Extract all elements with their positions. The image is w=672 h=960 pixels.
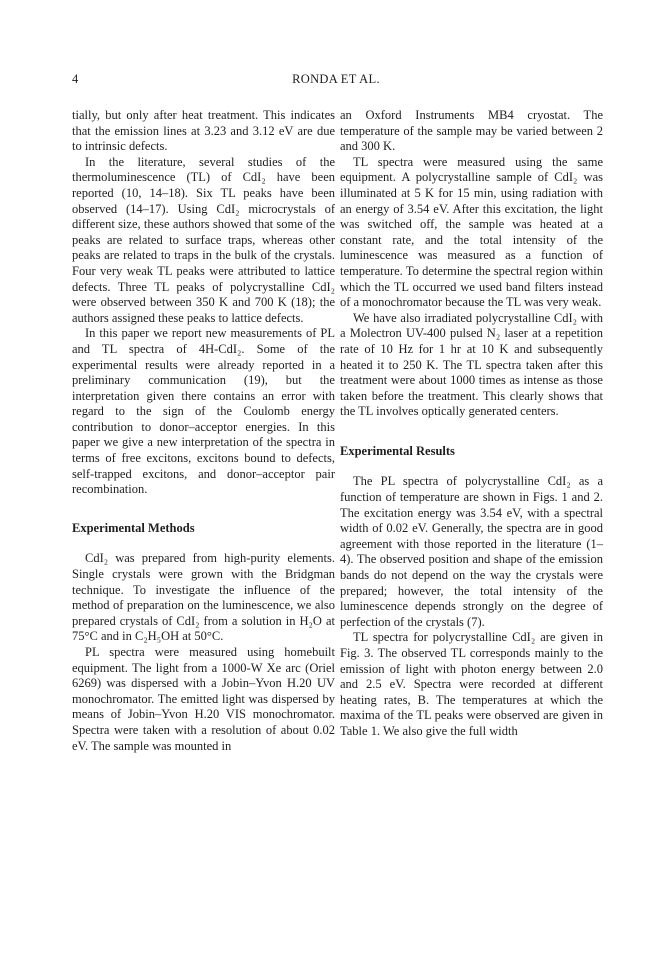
paragraph-continued: tially, but only after heat treatment. This indicates that the emission lines at 3.23 and 3.12 eV are due to intrinsic defects. (72, 108, 335, 154)
right-column (340, 108, 603, 740)
paragraph-literature: In the literature, several studies of the thermoluminescence (TL) of CdI₂ have been reported (10, 14–18). Six TL peaks have been observed (14–17). Using CdI₂ microcrystals of different size, these authors showed that some of the peaks are related to surface traps, whereas other peaks are related to traps in the bulk of the crystals. Four very weak TL peaks were attributed to lattice defects. Three TL peaks of polycrystalline CdI₂ were observed between 350 K and 700 K (18); the authors assigned these peaks to lattice defects. (72, 154, 335, 325)
running-title: RONDA ET AL. (292, 72, 380, 86)
paragraph-tl-measured: TL spectra were measured using the same equipment. A polycrystalline sample of CdI₂ was illuminated at 5 K for 15 min, using radiation with an energy of 3.54 eV. After this excitation, the light was switched off, the sample was heated at a constant rate, and the total intensity of the luminescence was measured as a function of temperature. To determine the spectral region within which the TL occurred we used band filters instead of a monochromator because the TL was very weak. (340, 154, 603, 310)
section-heading-results: Experimental Results (340, 443, 455, 458)
page-number: 4 (72, 72, 79, 86)
paragraph-pl-results: The PL spectra of polycrystalline CdI₂ as a function of temperature are shown in Figs. 1 and 2. The excitation energy was 3.54 eV, with a spectral width of 0.02 eV. Generally, the spectra are in good agreement with those reported in the literature (1–4). The observed position and shape of the emission bands do not depend on the way the crystals were prepared; however, the total intensity of the luminescence depends strongly on the degree of perfection of the crystals (7). (340, 474, 603, 629)
paragraph-cdi2-preparation: CdI₂ was prepared from high-purity elements. Single crystals were grown with the Bridgman technique. To investigate the influence of the method of preparation on the luminescence, we also prepared crystals of CdI₂ from a solution in H₂O at 75°C and in C₂H₅OH at 50°C. (72, 551, 335, 644)
section-heading-methods: Experimental Methods (72, 520, 195, 535)
paragraph-tl-results: TL spectra for polycrystalline CdI₂ are given in Fig. 3. The observed TL corresponds mainly to the emission of light with photon energy between 2.0 and 2.5 eV. Spectra were recorded at different heating rates, B. The temperatures at which the maxima of the TL peaks were observed are given in Table 1. We also give the full width (340, 630, 603, 738)
paragraph-this-paper: In this paper we report new measurements of PL and TL spectra of 4H-CdI₂. Some of the experimental results were already reported in a preliminary communication (19), but the interpretation given there contains an error with regard to the sign of the Coulomb energy contribution to donor–acceptor energies. In this paper we give a new interpretation of the spectra in terms of free excitons, excitons bound to defects, self-trapped excitons, and donor–acceptor pair recombination. (72, 326, 335, 497)
left-column (72, 108, 335, 754)
paragraph-cryostat: an Oxford Instruments MB4 cryostat. The temperature of the sample may be varied between 2 and 300 K. (340, 108, 603, 154)
paragraph-laser: We have also irradiated polycrystalline CdI₂ with a Molectron UV-400 pulsed N₂ laser at a repetition rate of 10 Hz for 1 hr at 10 K and subsequently heated it to 250 K. The TL spectra taken after this treatment were about 1000 times as intense as those taken before the treatment. This clearly shows that the TL involves optically generated centers. (340, 310, 603, 419)
paragraph-pl-spectra: PL spectra were measured using homebuilt equipment. The light from a 1000-W Xe arc (Oriel 6269) was dispersed with a Jobin–Yvon H.20 UV monochromator. The emitted light was dispersed by means of Jobin–Yvon H.20 VIS monochromator. Spectra were taken with a resolution of about 0.02 eV. The sample was mounted in (72, 645, 335, 753)
